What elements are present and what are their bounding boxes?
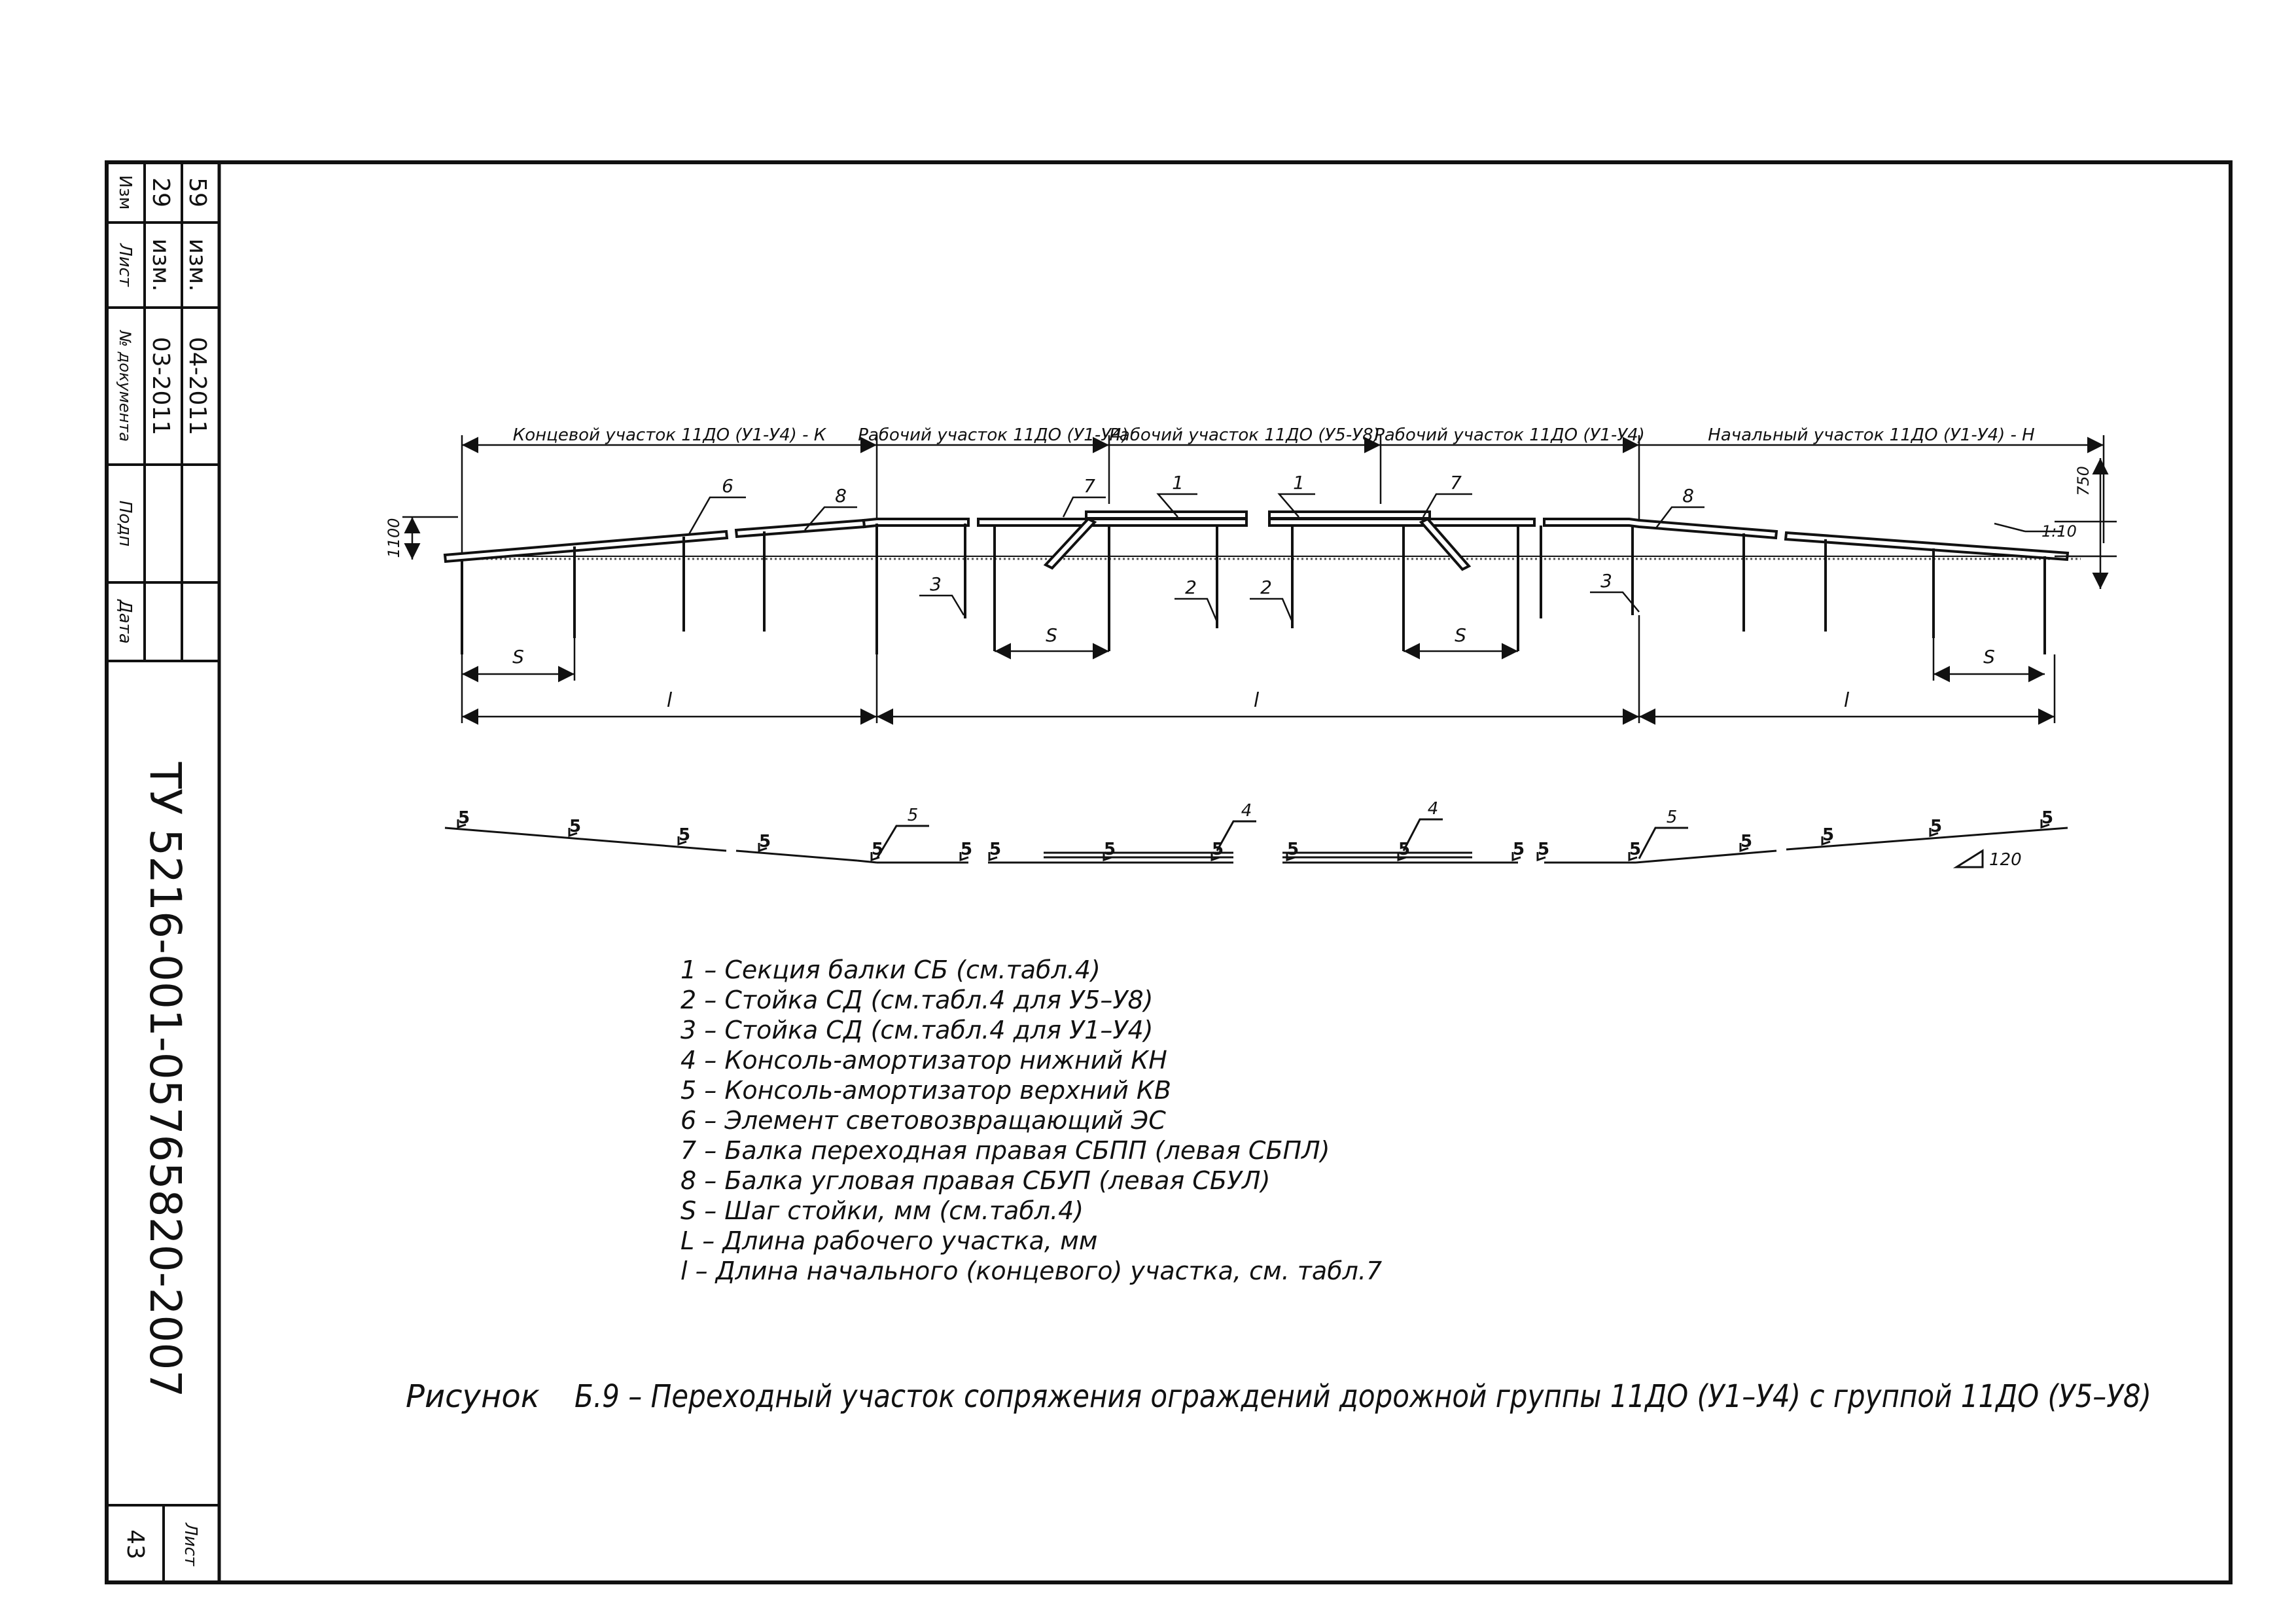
callout-8: 8 xyxy=(835,485,847,507)
stamp-row1-sheet: 59 xyxy=(184,177,211,207)
sheet-number: 43 xyxy=(122,1529,149,1560)
callout-8-right: 8 xyxy=(1682,485,1694,507)
section-work3-label: Рабочий участок 11ДО (У1-У4) xyxy=(1374,425,1645,445)
console-5-label: 5 xyxy=(1629,840,1642,859)
section-work2-label: Рабочий участок 11ДО (У5-У8) xyxy=(1109,425,1380,445)
stamp-row2-sheet: 29 xyxy=(147,177,174,207)
legend-item: l – Длина начального (концевого) участка, см. табл.7 xyxy=(680,1257,1383,1285)
plan-callout-5-left: 5 xyxy=(907,806,919,825)
legend-item: S – Шаг стойки, мм (см.табл.4) xyxy=(680,1196,1084,1225)
legend-item: 7 – Балка переходная правая СБПП (левая СБПЛ) xyxy=(680,1136,1330,1165)
legend-item: L – Длина рабочего участка, мм xyxy=(680,1226,1098,1255)
posts xyxy=(462,524,2045,654)
callout-6: 6 xyxy=(722,475,733,497)
ground-line xyxy=(445,556,2081,559)
console-5-label: 5 xyxy=(989,840,1002,859)
section-start-label: Начальный участок 11ДО (У1-У4) - Н xyxy=(1708,425,2035,445)
height-dimension xyxy=(402,517,458,560)
console-5-label: 5 xyxy=(458,808,470,828)
callout-1-right: 1 xyxy=(1293,472,1305,493)
console-5-label: 5 xyxy=(1287,840,1299,859)
callout-2-right: 2 xyxy=(1260,577,1272,598)
height-right-label: 750 xyxy=(2074,466,2093,496)
console-5-label: 5 xyxy=(1513,840,1525,859)
figure-caption-label: Рисунок xyxy=(406,1378,540,1415)
height-label: 1100 xyxy=(385,518,403,558)
legend-item: 8 – Балка угловая правая СБУП (левая СБУЛ) xyxy=(680,1166,1271,1195)
stamp-header-document: № документа xyxy=(116,330,134,442)
console-5-label: 5 xyxy=(2041,808,2054,828)
console-5-label: 5 xyxy=(872,840,884,859)
section-work1-label: Рабочий участок 11ДО (У1-У4) xyxy=(858,425,1129,445)
callout-3-right: 3 xyxy=(1600,570,1612,592)
stamp-row1-document: 04-2011 xyxy=(184,336,211,436)
console-5-label: 5 xyxy=(1740,832,1753,851)
legend-item: 4 – Консоль-амортизатор нижний КН xyxy=(680,1046,1167,1075)
sheet-label: Лист xyxy=(181,1523,200,1566)
legend-item: 1 – Секция балки СБ (см.табл.4) xyxy=(680,955,1101,984)
length-label-1: l xyxy=(666,689,673,712)
callout-1-left: 1 xyxy=(1172,472,1184,493)
stamp-header-date: Дата xyxy=(115,599,135,644)
stamp-header-signature: Подп xyxy=(115,500,135,547)
plan-console-labels xyxy=(458,799,2053,870)
legend xyxy=(680,955,1382,1285)
step-label-4: S xyxy=(1983,646,1995,668)
plan-callout-5-right: 5 xyxy=(1666,808,1678,827)
plan-callout-4-right: 4 xyxy=(1427,799,1439,819)
length-label-2: l xyxy=(1253,689,1260,712)
legend-item: 5 – Консоль-амортизатор верхний КВ xyxy=(680,1076,1171,1105)
stamp-header-change: Изм xyxy=(115,175,135,210)
console-5-label: 5 xyxy=(1104,840,1116,859)
console-5-label: 5 xyxy=(569,817,582,836)
figure-caption-text: Б.9 – Переходный участок сопряжения ограждений дорожной группы 11ДО (У1–У4) с группой 11ДО (У5–У8) xyxy=(574,1378,2151,1415)
console-5-label: 5 xyxy=(961,840,973,859)
step-label-2: S xyxy=(1046,624,1057,646)
length-label-3: l xyxy=(1843,689,1850,712)
stamp-row2-document: 03-2011 xyxy=(147,336,174,436)
legend-item: 2 – Стойка СД (см.табл.4 для У5–У8) xyxy=(680,986,1154,1014)
outer-frame xyxy=(107,162,2231,1582)
console-5-label: 5 xyxy=(1538,840,1550,859)
callout-3-left: 3 xyxy=(930,573,942,595)
callout-7-left: 7 xyxy=(1084,475,1095,497)
document-designation: ТУ 5216-001-05765820-2007 xyxy=(140,762,190,1398)
slope-label: 1:10 xyxy=(2041,522,2077,541)
angle-label: 120 xyxy=(1989,850,2022,870)
stamp-header-sheet: Лист xyxy=(115,243,135,287)
stamp-row1-change: изм. xyxy=(184,238,211,292)
plan-callout-4-left: 4 xyxy=(1241,801,1252,821)
console-5-label: 5 xyxy=(1398,840,1411,859)
section-end-label: Концевой участок 11ДО (У1-У4) - К xyxy=(512,425,826,445)
console-5-label: 5 xyxy=(759,832,771,851)
callout-7-right: 7 xyxy=(1450,472,1462,493)
legend-item: 3 – Стойка СД (см.табл.4 для У1–У4) xyxy=(680,1016,1154,1044)
callout-2-left: 2 xyxy=(1185,577,1197,598)
console-5-label: 5 xyxy=(1930,817,1943,836)
step-label-1: S xyxy=(512,646,524,668)
console-5-label: 5 xyxy=(1822,825,1835,845)
legend-item: 6 – Элемент световозвращающий ЭС xyxy=(680,1106,1166,1135)
stamp-row2-change: изм. xyxy=(147,238,174,292)
step-label-3: S xyxy=(1455,624,1466,646)
step-dimensions xyxy=(462,638,2045,681)
console-5-label: 5 xyxy=(679,825,691,845)
console-5-label: 5 xyxy=(1212,840,1224,859)
